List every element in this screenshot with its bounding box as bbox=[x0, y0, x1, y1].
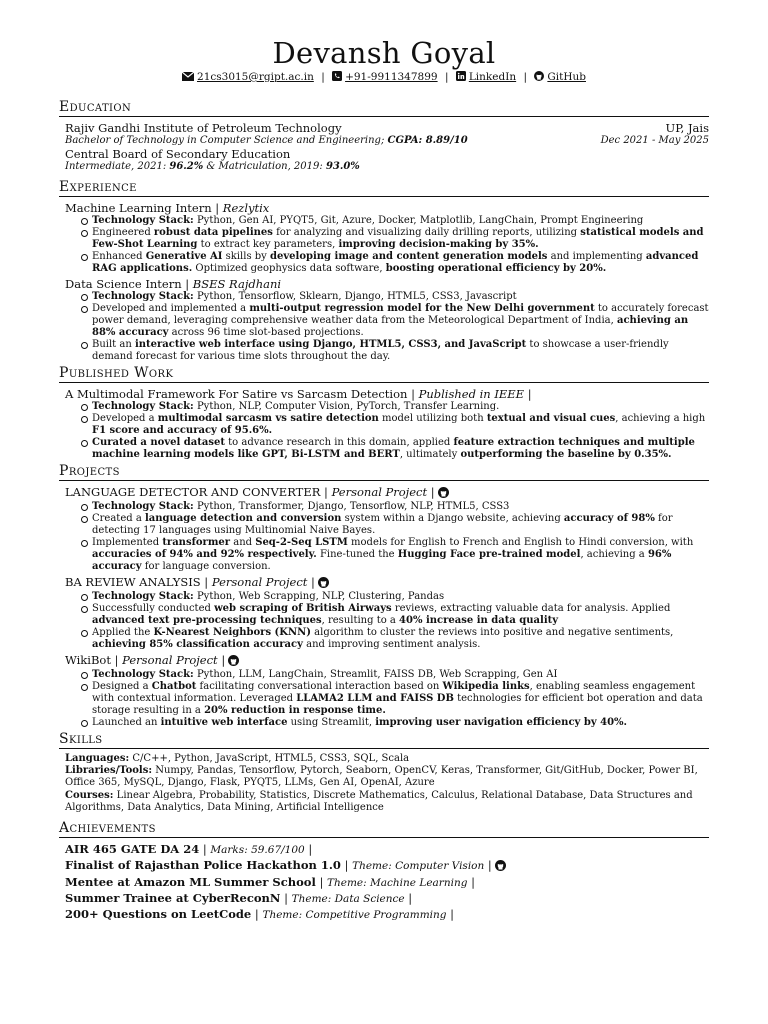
published-section bbox=[59, 365, 709, 461]
section-title: Published Work bbox=[59, 365, 709, 383]
skill-row: Languages: C/C++, Python, JavaScript, HTML5, CSS3, SQL, Scala bbox=[65, 753, 410, 764]
github-icon bbox=[534, 71, 544, 85]
section-title: Skills bbox=[59, 731, 709, 749]
board-scores: Intermediate, 2021: 96.2% & Matriculation, 2019: 93.0% bbox=[65, 161, 360, 172]
tech-stack-bullet: Technology Stack: Python, Gen AI, PYQT5, Git, Azure, Docker, Matplotlib, LangChain, Prompt Engineering bbox=[79, 215, 709, 227]
project-bullet: Implemented transformer and Seq-2-Seq LSTM models for English to French and English to Hindi conversion, with accuracies of 94% and 92% respectively. Fine-tuned the Hugging Face pre-trained model, achieving a 96% accuracy for language conversion. bbox=[79, 537, 709, 573]
project-type: Personal Project bbox=[331, 485, 428, 499]
project-bullets bbox=[79, 669, 709, 729]
github-icon[interactable] bbox=[318, 577, 329, 591]
cgpa: CGPA: 8.89/10 bbox=[387, 135, 468, 146]
linkedin-link[interactable]: LinkedIn bbox=[468, 71, 517, 83]
job-entry: Machine Learning Intern | Rezlytix Technology Stack: Python, Gen AI, PYQT5, Git, Azure, Docker, Matplotlib, LangChain, Prompt Engineering Engineered robust data pipelines for analyzing and visualizing daily drilling reports, utilizing statistical models and Few-Shot Learning to extract key parameters, improving decision-making by 35%. Enhanced Generative AI skills by developing image and content generation models and implementing advanced RAG applications. Optimized geophysics data software, boosting operational efficiency by 20%. bbox=[65, 201, 709, 275]
projects-list bbox=[59, 485, 709, 729]
experience-list bbox=[59, 201, 709, 363]
education-entry bbox=[65, 121, 709, 173]
edu-dates: Dec 2021 - May 2025 bbox=[600, 135, 709, 146]
projects-section bbox=[59, 463, 709, 729]
project-name: WikiBot bbox=[65, 653, 111, 667]
achievement-item: AIR 465 GATE DA 24 | Marks: 59.67/100 | bbox=[65, 842, 313, 857]
project-bullet: Created a language detection and conversion system within a Django website, achieving accuracy of 98% for detecting 17 languages using Multinomial Naive Bayes. bbox=[79, 513, 709, 537]
project-entry: BA REVIEW ANALYSIS | Personal Project | Technology Stack: Python, Web Scrapping, NLP, Clustering, Pandas Successfully conducted web scraping of British Airways reviews, extracting valuable data for analysis. Applied advanced text pre-processing techniques, resulting to a 40% increase in data quality Applied the K-Nearest Neighbors (KNN) algorithm to cluster the reviews into positive and negative sentiments, achieving 85% classification accuracy and improving sentiment analysis. bbox=[65, 575, 709, 651]
job-bullets bbox=[79, 291, 709, 363]
github-icon[interactable] bbox=[495, 860, 506, 875]
project-bullet: Launched an intuitive web interface using Streamlit, improving user navigation efficiency by 40%. bbox=[79, 717, 709, 729]
achievement-item: 200+ Questions on LeetCode | Theme: Competitive Programming | bbox=[65, 907, 455, 922]
candidate-name: Devansh Goyal bbox=[272, 36, 496, 70]
section-title: Education bbox=[59, 99, 709, 117]
job-bullets bbox=[79, 215, 709, 275]
tech-stack-bullet: Technology Stack: Python, Web Scrapping, NLP, Clustering, Pandas bbox=[79, 591, 709, 603]
project-bullets bbox=[79, 501, 709, 573]
envelope-icon bbox=[182, 72, 194, 85]
project-bullet: Designed a Chatbot facilitating conversational interaction based on Wikipedia links, enabling seamless engagement with contextual information. Leveraged LLAMA2 LLM and FAISS DB technologies for efficient bot operation and data storage resulting in a 20% reduction in response time. bbox=[79, 681, 709, 717]
tech-stack-bullet: Technology Stack: Python, Transformer, Django, Tensorflow, NLP, HTML5, CSS3 bbox=[79, 501, 709, 513]
publication-entry: A Multimodal Framework For Satire vs Sarcasm Detection | Published in IEEE | Technology Stack: Python, NLP, Computer Vision, PyTorch, Transfer Learning. Developed a multimodal sarcasm vs satire detection model utilizing both textual and visual cues, achieving a high F1 score and accuracy of 95.6%. Curated a novel dataset to advance research in this domain, applied feature extraction techniques and multiple machine learning models like GPT, Bi-LSTM and BERT, ultimately outperforming the baseline by 0.35%. bbox=[65, 387, 709, 461]
phone-link[interactable]: +91-9911347899 bbox=[345, 71, 438, 83]
paper-title: A Multimodal Framework For Satire vs Sarcasm Detection bbox=[65, 387, 408, 401]
achievement-item: Mentee at Amazon ML Summer School | Theme: Machine Learning | bbox=[65, 875, 475, 890]
job-bullet: Developed and implemented a multi-output regression model for the New Delhi government to accurately forecast power demand, leveraging comprehensive weather data from the Meteorological Department of India, achieving an 88% accuracy across 96 time slot-based projections. bbox=[79, 303, 709, 339]
achievements-section bbox=[59, 820, 709, 923]
project-bullet: Applied the K-Nearest Neighbors (KNN) algorithm to cluster the reviews into positive and negative sentiments, achieving 85% classification accuracy and improving sentiment analysis. bbox=[79, 627, 709, 651]
project-type: Personal Project bbox=[211, 575, 308, 589]
email-link[interactable]: 21cs3015@rgipt.ac.in bbox=[197, 71, 314, 83]
board-name: Central Board of Secondary Education bbox=[65, 147, 291, 161]
publication-bullets bbox=[79, 401, 709, 461]
section-title: Experience bbox=[59, 179, 709, 197]
job-entry: Data Science Intern | BSES Rajdhani Technology Stack: Python, Tensorflow, Sklearn, Django, HTML5, CSS3, Javascript Developed and implemented a multi-output regression model for the New Delhi government to accurately forecast power demand, leveraging comprehensive weather data from the Meteorological Department of India, achieving an 88% accuracy across 96 time slot-based projections. Built an interactive web interface using Django, HTML5, CSS3, and JavaScript to showcase a user-friendly demand forecast for various time slots throughout the day. bbox=[65, 277, 709, 362]
experience-section bbox=[59, 179, 709, 363]
education-section bbox=[59, 99, 709, 173]
project-name: BA REVIEW ANALYSIS bbox=[65, 575, 201, 589]
school-name: Rajiv Gandhi Institute of Petroleum Technology bbox=[65, 121, 342, 135]
phone-icon bbox=[332, 71, 342, 85]
achievement-item: Summer Trainee at CyberReconN | Theme: Data Science | bbox=[65, 891, 413, 906]
project-name: LANGUAGE DETECTOR AND CONVERTER bbox=[65, 485, 321, 499]
contact-line: 21cs3015@rgipt.ac.in | +91-9911347899 | LinkedIn | GitHub bbox=[59, 71, 709, 85]
degree: Bachelor of Technology in Computer Science and Engineering; bbox=[65, 135, 385, 146]
github-link[interactable]: GitHub bbox=[547, 71, 586, 83]
skill-row: Courses: Linear Algebra, Probability, Statistics, Discrete Mathematics, Calculus, Relational Database, Data Structures and Algorithms, Data Analytics, Data Mining, Artificial Intelligence bbox=[65, 789, 693, 813]
project-bullet: Successfully conducted web scraping of British Airways reviews, extracting valuable data for analysis. Applied advanced text pre-processing techniques, resulting to a 40% increase in data quality bbox=[79, 603, 709, 627]
publication-bullet: Developed a multimodal sarcasm vs satire detection model utilizing both textual and visual cues, achieving a high F1 score and accuracy of 95.6%. bbox=[79, 413, 709, 437]
job-bullet: Built an interactive web interface using Django, HTML5, CSS3, and JavaScript to showcase a user-friendly demand forecast for various time slots throughout the day. bbox=[79, 339, 709, 363]
paper-venue: Published in IEEE bbox=[418, 387, 525, 401]
github-icon[interactable] bbox=[438, 487, 449, 501]
section-title: Achievements bbox=[59, 820, 709, 838]
job-org: BSES Rajdhani bbox=[192, 277, 282, 291]
job-bullet: Enhanced Generative AI skills by developing image and content generation models and implementing advanced RAG applications. Optimized geophysics data software, boosting operational efficiency by 20%. bbox=[79, 251, 709, 275]
school-location: UP, Jais bbox=[665, 121, 709, 135]
job-bullet: Engineered robust data pipelines for analyzing and visualizing daily drilling reports, utilizing statistical models and Few-Shot Learning to extract key parameters, improving decision-making by 35%. bbox=[79, 227, 709, 251]
achievement-item: Finalist of Rajasthan Police Hackathon 1.0 | Theme: Computer Vision | bbox=[65, 858, 709, 875]
project-bullets bbox=[79, 591, 709, 651]
skills-section bbox=[59, 731, 709, 814]
job-org: Rezlytix bbox=[222, 201, 270, 215]
job-role: Machine Learning Intern bbox=[65, 201, 212, 215]
tech-stack-bullet: Technology Stack: Python, Tensorflow, Sklearn, Django, HTML5, CSS3, Javascript bbox=[79, 291, 709, 303]
job-role: Data Science Intern bbox=[65, 277, 182, 291]
linkedin-icon bbox=[456, 71, 466, 85]
skill-row: Libraries/Tools: Numpy, Pandas, Tensorflow, Pytorch, Seaborn, OpenCV, Keras, Transformer, Git/GitHub, Docker, Power BI, Office 365, MySQL, Django, Flask, PYQT5, LLMs, Gen AI, OpenAI, Azure bbox=[65, 765, 698, 789]
tech-stack-bullet: Technology Stack: Python, LLM, LangChain, Streamlit, FAISS DB, Web Scrapping, Gen AI bbox=[79, 669, 709, 681]
project-type: Personal Project bbox=[122, 653, 218, 667]
github-icon[interactable] bbox=[228, 655, 239, 669]
project-entry: LANGUAGE DETECTOR AND CONVERTER | Personal Project | Technology Stack: Python, Transformer, Django, Tensorflow, NLP, HTML5, CSS3 Created a language detection and conversion system within a Django website, achieving accuracy of 98% for detecting 17 languages using Multinomial Naive Bayes. Implemented transformer and Seq-2-Seq LSTM models for English to French and English to Hindi conversion, with accuracies of 94% and 92% respectively. Fine-tuned the Hugging Face pre-trained model, achieving a 96% accuracy for language conversion. bbox=[65, 485, 709, 573]
publication-bullet: Curated a novel dataset to advance research in this domain, applied feature extraction techniques and multiple machine learning models like GPT, Bi-LSTM and BERT, ultimately outperforming the baseline by 0.35%. bbox=[79, 437, 709, 461]
section-title: Projects bbox=[59, 463, 709, 481]
tech-stack-bullet: Technology Stack: Python, NLP, Computer Vision, PyTorch, Transfer Learning. bbox=[79, 401, 709, 413]
project-entry: WikiBot | Personal Project | Technology Stack: Python, LLM, LangChain, Streamlit, FAISS DB, Web Scrapping, Gen AI Designed a Chatbot facilitating conversational interaction based on Wikipedia links, enabling seamless engagement with contextual information. Leveraged LLAMA2 LLM and FAISS DB technologies for efficient bot operation and data storage resulting in a 20% reduction in response time. Launched an intuitive web interface using Streamlit, improving user navigation efficiency by 40%. bbox=[65, 653, 709, 729]
